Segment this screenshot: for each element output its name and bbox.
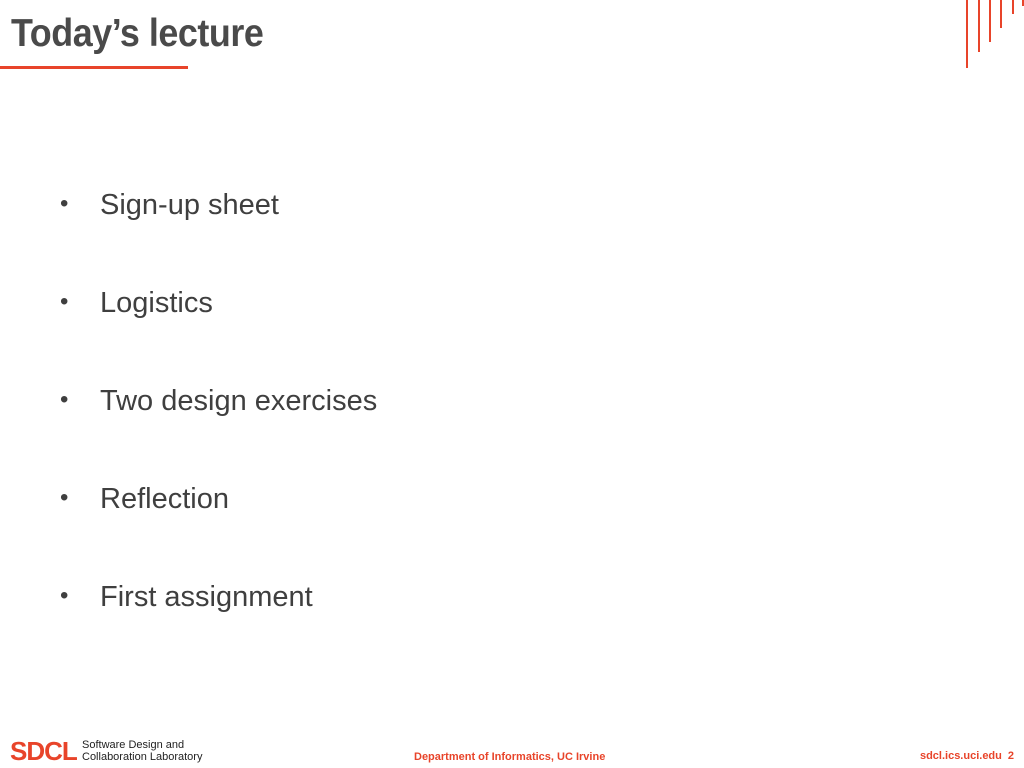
slide-title: Today’s lecture: [11, 12, 264, 55]
bullet-icon: •: [60, 190, 69, 217]
bullet-icon: •: [60, 582, 69, 609]
lab-name-line2: Collaboration Laboratory: [82, 751, 203, 763]
bullet-text: First assignment: [100, 581, 313, 613]
decorative-line: [989, 0, 991, 42]
bullet-icon: •: [60, 288, 69, 315]
department-label: Department of Informatics, UC Irvine: [414, 751, 606, 763]
bullet-text: Sign-up sheet: [100, 189, 279, 221]
bullet-icon: •: [60, 484, 69, 511]
lab-name-line1: Software Design and: [82, 739, 185, 751]
bullet-text: Reflection: [100, 483, 229, 515]
decorative-line: [1012, 0, 1014, 14]
bullet-text: Two design exercises: [100, 385, 378, 417]
decorative-line: [978, 0, 980, 52]
site-url: sdcl.ics.uci.edu: [919, 750, 1002, 762]
bullet-icon: •: [60, 386, 69, 413]
decorative-line: [1000, 0, 1002, 28]
sdcl-logo: SDCL: [10, 736, 77, 766]
page-number: 2: [1007, 750, 1014, 762]
footer-site: [920, 750, 1014, 762]
bullet-text: Logistics: [100, 287, 213, 319]
decorative-line: [966, 0, 968, 68]
title-underline: [0, 66, 188, 69]
lab-name: [82, 739, 202, 763]
